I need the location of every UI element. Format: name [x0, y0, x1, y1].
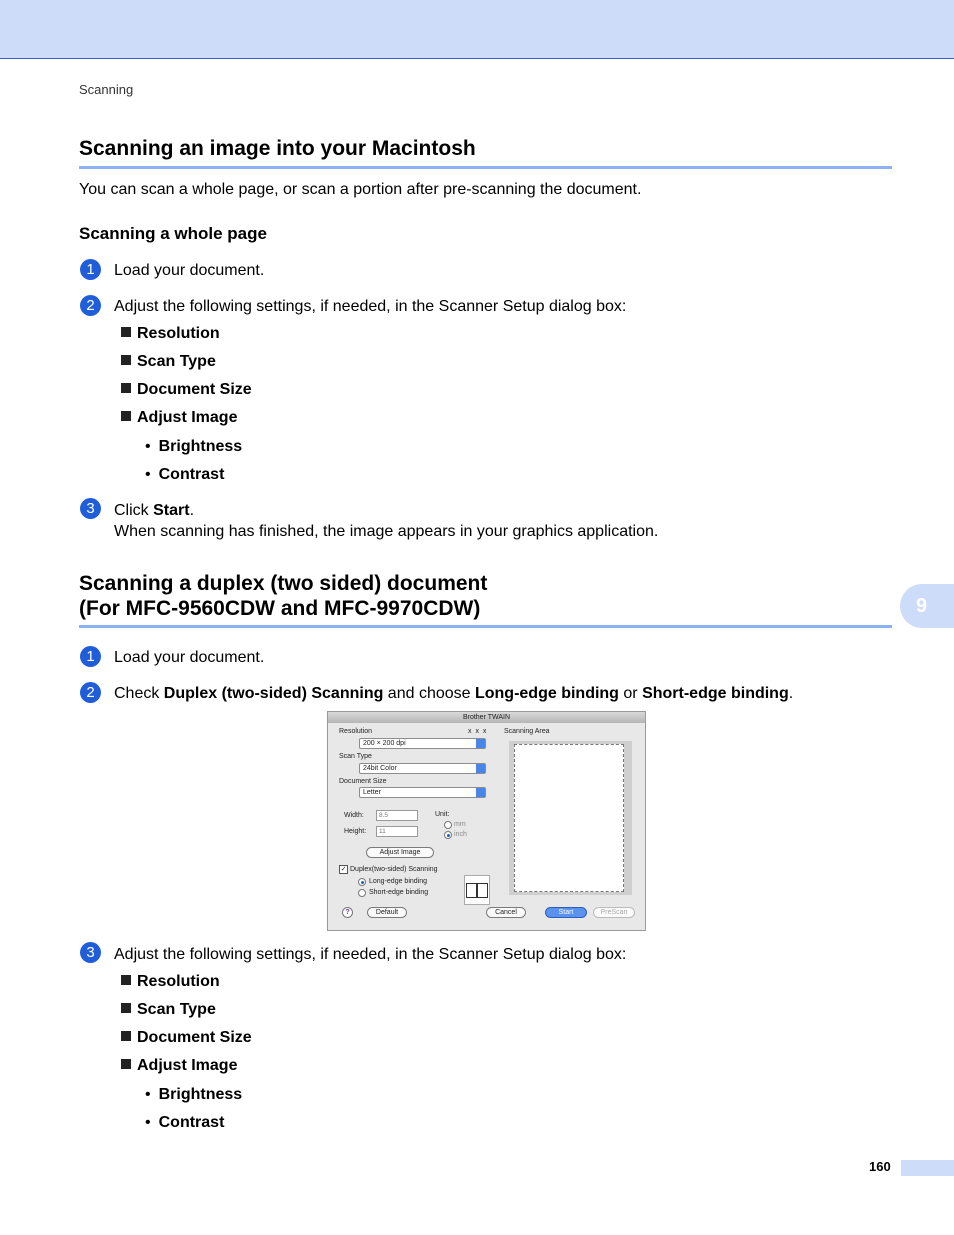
height-field[interactable]: 11	[376, 826, 418, 837]
setting-item: Scan Type	[121, 352, 216, 372]
page-preview	[514, 744, 624, 892]
document-size-label: Document Size	[339, 778, 387, 785]
square-bullet-icon	[121, 411, 131, 421]
step-text: Load your document.	[114, 262, 265, 279]
adjust-item: • Contrast	[145, 466, 225, 483]
duplex-label: Duplex(two-sided) Scanning	[350, 866, 438, 873]
width-label: Width:	[344, 812, 364, 819]
step-text: Adjust the following settings, if needed, in the Scanner Setup dialog box:	[114, 298, 627, 315]
setting-item: Document Size	[121, 380, 252, 400]
step-text: Load your document.	[114, 649, 265, 666]
square-bullet-icon	[121, 383, 131, 393]
prescan-button[interactable]: PreScan	[593, 907, 635, 918]
unit-inch-radio[interactable]	[444, 831, 452, 839]
step-text: Click Start.	[114, 502, 195, 519]
step-text: Check Duplex (two-sided) Scanning and choose Long-edge binding or Short-edge binding.	[114, 685, 794, 702]
step-text-line2: When scanning has finished, the image appears in your graphics application.	[114, 523, 659, 540]
subsection-title-whole-page: Scanning a whole page	[79, 224, 267, 243]
default-button[interactable]: Default	[367, 907, 407, 918]
footer-band	[901, 1160, 954, 1176]
square-bullet-icon	[121, 975, 131, 985]
step-number-icon: 3	[80, 498, 101, 519]
adjust-item: • Brightness	[145, 1086, 243, 1103]
setting-item: Adjust Image	[121, 1056, 237, 1076]
step-text: Adjust the following settings, if needed, in the Scanner Setup dialog box:	[114, 946, 627, 963]
chevron-updown-icon	[476, 788, 485, 797]
long-edge-radio[interactable]	[358, 878, 366, 886]
adjust-item: • Contrast	[145, 1114, 225, 1131]
start-button[interactable]: Start	[545, 907, 587, 918]
running-head: Scanning	[79, 82, 134, 97]
setting-item: Adjust Image	[121, 408, 237, 428]
scanning-area-label: Scanning Area	[504, 728, 550, 735]
unit-label: Unit:	[435, 811, 450, 818]
section-title-duplex: Scanning a duplex (two sided) document	[79, 572, 488, 595]
top-header-band	[0, 0, 954, 59]
setting-item: Resolution	[121, 324, 220, 344]
resolution-badge: x x x	[468, 728, 488, 735]
chevron-updown-icon	[476, 739, 485, 748]
step-number-icon: 1	[80, 646, 101, 667]
square-bullet-icon	[121, 355, 131, 365]
square-bullet-icon	[121, 1059, 131, 1069]
step-number-icon: 2	[80, 295, 101, 316]
short-edge-radio[interactable]	[358, 889, 366, 897]
brother-twain-dialog	[327, 711, 646, 931]
help-icon[interactable]: ?	[342, 907, 353, 918]
duplex-checkbox[interactable]: ✓	[340, 866, 347, 873]
section-intro: You can scan a whole page, or scan a portion after pre-scanning the document.	[79, 181, 642, 198]
adjust-item: • Brightness	[145, 438, 243, 455]
adjust-image-button[interactable]: Adjust Image	[366, 847, 434, 858]
dialog-title: Brother TWAIN	[328, 712, 645, 723]
binding-preview-icon	[464, 875, 490, 905]
resolution-select[interactable]: 200 × 200 dpi	[359, 738, 486, 749]
document-size-select[interactable]: Letter	[359, 787, 486, 798]
width-field[interactable]: 8.5	[376, 810, 418, 821]
setting-item: Resolution	[121, 972, 220, 992]
unit-mm-radio[interactable]	[444, 821, 452, 829]
step-number-icon: 2	[80, 682, 101, 703]
chevron-updown-icon	[476, 764, 485, 773]
long-edge-label: Long-edge binding	[369, 878, 427, 885]
section-rule	[79, 166, 892, 169]
unit-mm-label: mm	[454, 821, 466, 828]
cancel-button[interactable]: Cancel	[486, 907, 526, 918]
scan-type-label: Scan Type	[339, 753, 372, 760]
resolution-label: Resolution	[339, 728, 373, 735]
scanning-area-preview[interactable]	[509, 741, 632, 895]
square-bullet-icon	[121, 1003, 131, 1013]
square-bullet-icon	[121, 1031, 131, 1041]
step-number-icon: 1	[80, 259, 101, 280]
section-title-mac-scanning: Scanning an image into your Macintosh	[79, 137, 476, 160]
height-label: Height:	[344, 828, 367, 835]
section-title-duplex-models: (For MFC-9560CDW and MFC-9970CDW)	[79, 597, 481, 620]
chapter-tab: 9	[900, 584, 954, 628]
section-rule	[79, 625, 892, 628]
setting-item: Scan Type	[121, 1000, 216, 1020]
setting-item: Document Size	[121, 1028, 252, 1048]
scan-type-select[interactable]: 24bit Color	[359, 763, 486, 774]
step-number-icon: 3	[80, 942, 101, 963]
short-edge-label: Short-edge binding	[369, 889, 429, 896]
unit-inch-label: inch	[454, 831, 467, 838]
square-bullet-icon	[121, 327, 131, 337]
page-number: 160	[869, 1159, 891, 1174]
